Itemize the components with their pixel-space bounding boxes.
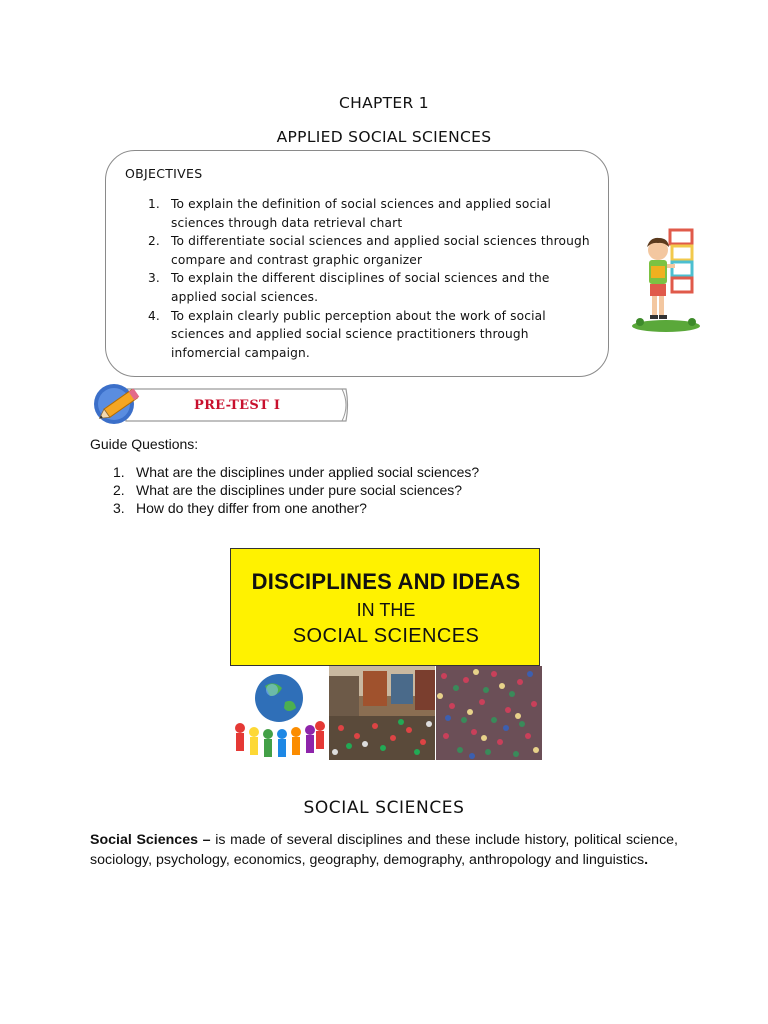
guide-question: 2. What are the disciplines under pure social sciences?	[113, 482, 463, 498]
guide-question: 3. How do they differ from one another?	[113, 500, 367, 516]
objectives-list	[148, 195, 593, 362]
crowd-image	[436, 666, 542, 760]
definition-term: Social Sciences –	[90, 832, 211, 848]
slum-street-image	[329, 666, 435, 760]
student-with-books-illustration	[628, 226, 704, 334]
definition-end: .	[644, 851, 649, 868]
guide-question: 1. What are the disciplines under applied social sciences?	[113, 464, 480, 480]
objective-item: 4. To explain clearly public perception about the work of social sciences and applied social science practitioners through infomercial campaign.	[148, 308, 546, 360]
poster-line-2: IN THE	[356, 600, 416, 620]
objective-item: 1. To explain the definition of social sciences and applied social sciences through data retrieval chart	[148, 197, 552, 230]
objectives-heading: OBJECTIVES	[125, 166, 203, 181]
guide-questions-title: Guide Questions:	[90, 436, 199, 452]
disciplines-poster	[230, 548, 542, 760]
chapter-title: APPLIED SOCIAL SCIENCES	[276, 128, 492, 146]
poster-line-3: SOCIAL SCIENCES	[292, 625, 480, 647]
pretest-banner	[90, 380, 352, 430]
poster-title-panel	[230, 548, 540, 666]
social-sciences-definition	[90, 831, 678, 870]
objective-item: 3. To explain the different disciplines of social sciences and the applied social sciences.	[148, 271, 550, 304]
chapter-number: CHAPTER 1	[339, 94, 429, 112]
poster-line-1: DISCIPLINES AND IDEAS	[251, 569, 521, 594]
objective-item: 2. To differentiate social sciences and applied social sciences through compare and contrast graphic organizer	[148, 234, 590, 267]
section-title: SOCIAL SCIENCES	[303, 798, 465, 818]
pretest-label: PRE-TEST I	[194, 398, 281, 413]
objectives-box	[105, 150, 609, 377]
definition-body: is made of several disciplines and these include history, political science, sociology, psychology, economics, geography, demography, anthropology and linguistics	[90, 832, 678, 868]
pencil-icon	[90, 380, 150, 428]
globe-people-image	[230, 666, 328, 760]
guide-questions-list	[113, 463, 479, 517]
